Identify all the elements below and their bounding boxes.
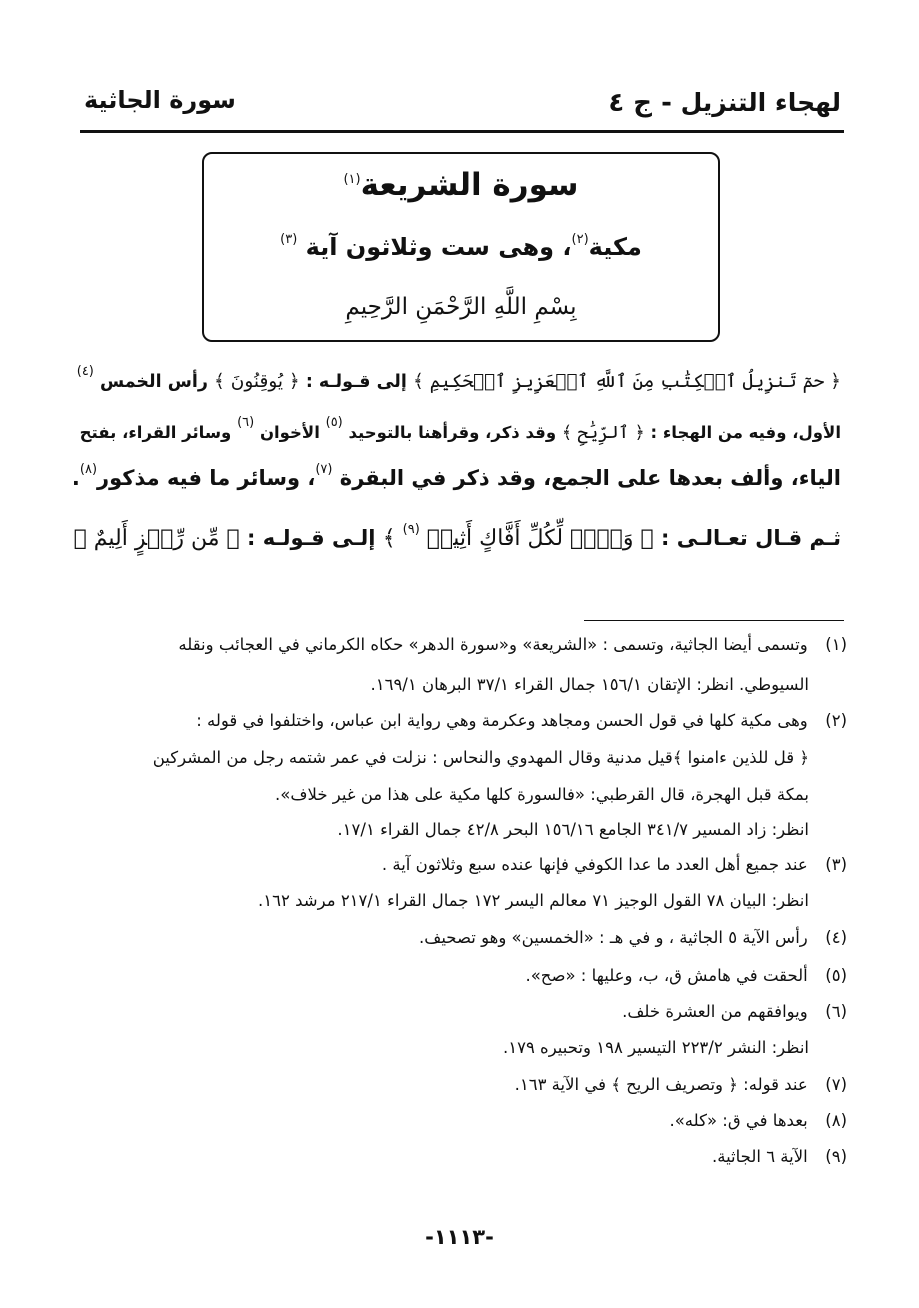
body-text: الياء، وألف بعدها على الجمع، وقد ذكر في البقرة xyxy=(332,466,841,490)
footnote-number: (٧) xyxy=(825,1075,847,1094)
footnote-9 xyxy=(712,1149,847,1166)
footnote-number: (٩) xyxy=(825,1147,847,1166)
footnote-text: انظر: البيان ٧٨ القول الوجيز ٧١ معالم اليسر ١٧٢ جمال القراء ٢١٧/١ مرشد ١٦٢. xyxy=(258,891,809,910)
body-line-2 xyxy=(80,415,841,443)
body-text: وسائر القراء، بفتح xyxy=(79,423,238,442)
footnote-6-cont xyxy=(503,1040,809,1057)
quran-quote: ﴿ مِّن رِّجۡزٍ أَلِيمٌ ﴾ xyxy=(73,526,240,551)
footnote-number: (١) xyxy=(825,635,847,654)
body-text: ، وسائر ما فيه مذكور xyxy=(97,466,316,490)
quran-quote: ﴿ وَيۡلٞ لِّكُلِّ أَفَّاكٍ أَثِيمٖ xyxy=(419,526,654,551)
footnote-number: (٨) xyxy=(825,1111,847,1130)
body-line-1 xyxy=(77,364,841,392)
footnote-text: ﴿ قل للذين ءامنوا ﴾قيل مدنية وقال المهدوي والنحاس : نزلت في عمر شتمه رجل من المشركين xyxy=(152,748,809,767)
footnote-1 xyxy=(178,637,847,654)
footnote-ref: (٢) xyxy=(571,232,589,247)
quran-quote: ﴿ يُوقِنُونَ ﴾ xyxy=(214,371,300,392)
footnote-ref: (٦) xyxy=(237,415,255,430)
body-text: ثـم قـال تعـالـى : xyxy=(653,526,841,550)
footnote-2-cont xyxy=(275,787,809,804)
body-line-4 xyxy=(74,522,841,551)
footnote-ref: (٤) xyxy=(76,364,94,379)
footnote-2-cont xyxy=(337,822,809,839)
verse-count: ، وهى ست وثلاثون آية xyxy=(305,233,572,261)
footnote-text: ويوافقهم من العشرة خلف. xyxy=(622,1002,808,1021)
body-text: إلى قـولـه : xyxy=(299,372,413,392)
body-text: . xyxy=(71,466,80,490)
basmala: بِسْمِ اللَّهِ الرَّحْمَنِ الرَّحِيمِ xyxy=(345,294,577,320)
footnote-text: بعدها في ق: «كله». xyxy=(669,1111,808,1130)
footnote-number: (٢) xyxy=(825,711,847,730)
body-text: الأول، وفيه من الهجاء : xyxy=(644,423,841,442)
body-text: الأخوان xyxy=(254,423,326,442)
footnote-2-cont xyxy=(153,750,809,767)
running-header-book-title xyxy=(608,88,841,118)
footnote-number: (٣) xyxy=(825,855,847,874)
footnote-text: عند قوله: ﴿ وتصريف الريح ﴾ في الآية ١٦٣. xyxy=(514,1075,808,1094)
footnote-3 xyxy=(382,857,847,874)
body-line-3 xyxy=(72,462,841,490)
footnote-text: وهى مكية كلها في قول الحسن ومجاهد وعكرمة وهي رواية ابن عباس، واختلفوا في قوله : xyxy=(196,711,808,730)
footnote-text: انظر: زاد المسير ٣٤١/٧ الجامع ١٥٦/١٦ البحر ٤٢/٨ جمال القراء ١٧/١. xyxy=(337,820,809,839)
footnote-3-cont xyxy=(258,893,809,910)
footnote-ref: (٨) xyxy=(79,462,98,477)
quran-quote: ﴿ ٱلرِّيَٰحِ ﴾ xyxy=(561,423,645,443)
body-text: رأس الخمس xyxy=(93,372,215,392)
footnote-7 xyxy=(515,1077,847,1094)
footnote-number: (٤) xyxy=(825,928,847,947)
footnote-2 xyxy=(196,713,847,730)
quran-quote-close: ﴾ xyxy=(382,526,403,551)
volume-label: - ج ٤ xyxy=(608,88,672,118)
footnote-ref: (٩) xyxy=(402,522,420,537)
page-number: -١١١٣- xyxy=(425,1225,494,1249)
running-header-sura: سورة الجاثية xyxy=(84,86,236,114)
body-text: وقد ذكر، وقرأهنا بالتوحيد xyxy=(342,423,562,442)
footnote-text: الآية ٦ الجاثية. xyxy=(711,1147,808,1166)
footnote-1-cont xyxy=(370,677,809,694)
footnote-text: رأس الآية ٥ الجاثية ، و في هـ : «الخمسين» وهو تصحيف. xyxy=(419,928,808,947)
sura-title xyxy=(202,167,720,203)
footnote-8 xyxy=(669,1113,847,1130)
makkiya-label: مكية xyxy=(588,233,642,261)
footnote-ref: (١) xyxy=(343,172,361,187)
footnote-ref: (٥) xyxy=(325,415,343,430)
sura-name: سورة الشريعة xyxy=(360,167,579,203)
footnote-text: بمكة قبل الهجرة، قال القرطبي: «فالسورة كلها مكية على هذا من غير خلاف». xyxy=(275,785,809,804)
sura-meta xyxy=(202,232,720,261)
quran-quote: ﴿ حمٓ تَنزِيلُ ٱلۡكِتَٰبِ مِنَ ٱللَّهِ ٱلۡعَزِيزِ ٱلۡحَكِيمِ ﴾ xyxy=(412,371,841,392)
footnote-5 xyxy=(525,968,847,985)
footnote-ref: (٧) xyxy=(315,462,333,477)
footnote-ref: (٣) xyxy=(280,232,298,247)
header-rule xyxy=(80,130,844,133)
footnote-number: (٦) xyxy=(825,1002,847,1021)
book-title: لهجاء التنزيل xyxy=(680,88,841,117)
footnote-text: عند جميع أهل العدد ما عدا الكوفي فإنها عنده سبع وثلاثون آية . xyxy=(381,855,808,874)
footnote-6 xyxy=(622,1004,847,1021)
footnote-text: ألحقت في هامش ق، ب، وعليها : «صح». xyxy=(525,966,808,985)
footnote-text: وتسمى أيضا الجاثية، وتسمى : «الشريعة» و«سورة الدهر» حكاه الكرماني في العجائب ونقله xyxy=(178,635,808,654)
body-text: إلـى قـولـه : xyxy=(239,526,383,550)
footnote-text: انظر: النشر ٢٢٣/٢ التيسير ١٩٨ وتحبيره ١٧٩. xyxy=(502,1038,809,1057)
footnote-4 xyxy=(419,930,847,947)
footnote-separator xyxy=(584,620,844,621)
footnote-number: (٥) xyxy=(825,966,847,985)
footnote-text: السيوطي. انظر: الإتقان ١٥٦/١ جمال القراء ٣٧/١ البرهان ١٦٩/١. xyxy=(370,675,809,694)
